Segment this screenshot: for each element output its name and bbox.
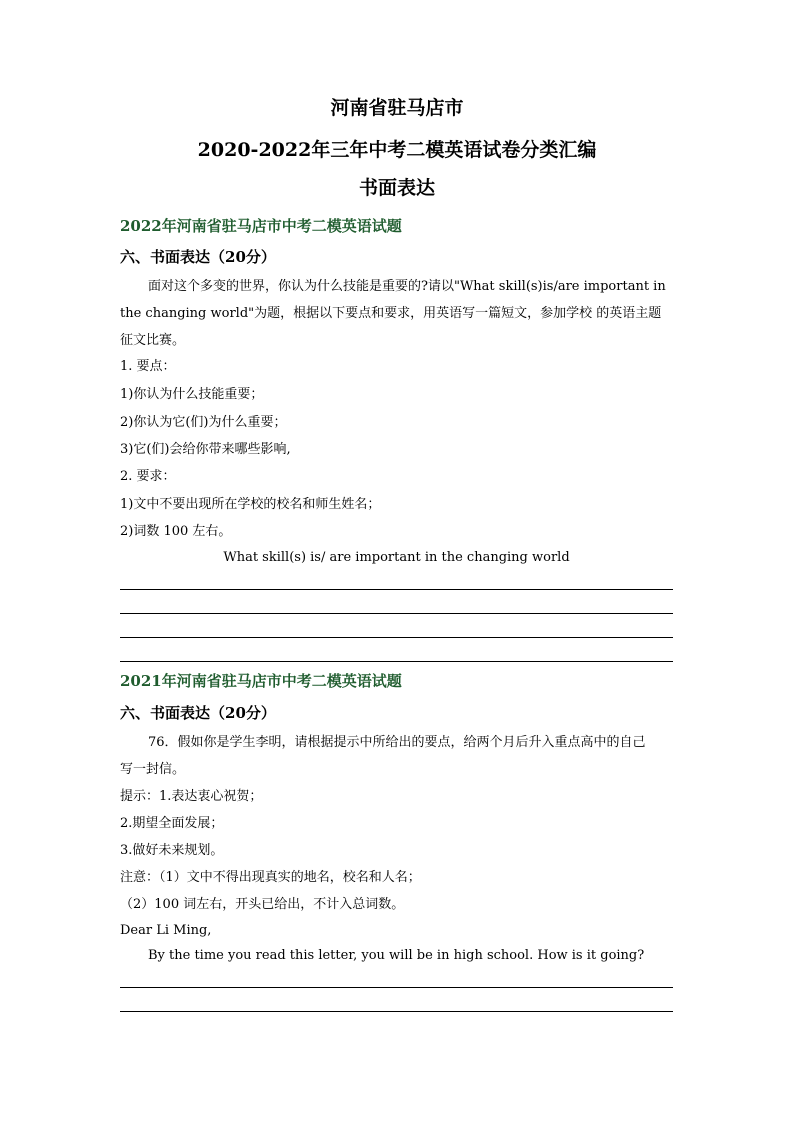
section-2021-note1: 注意：（1）文中不得出现真实的地名，校名和人名；	[120, 870, 421, 885]
section-2022-point1: 1)你认为什么技能重要；	[120, 387, 264, 402]
essay-title: What skill(s) is/ are important in the changing world	[223, 550, 570, 565]
letter-opening: By the time you read this letter, you will be in high school. How is it going?	[148, 948, 645, 963]
section-2022-prompt-line1: 面对这个多变的世界，你认为什么技能是重要的?请以"What skill(s)is/are important in	[148, 279, 666, 294]
section-2021-prompt-line2: 写一封信。	[120, 762, 186, 777]
writing-line	[120, 1011, 673, 1012]
section-2022-heading: 2022年河南省驻马店市中考二模英语试题	[120, 217, 402, 235]
title-topic: 书面表达	[358, 177, 435, 199]
section-2022-part: 六、书面表达（20分）	[120, 248, 276, 266]
writing-line	[120, 987, 673, 988]
section-2021-hint2: 2.期望全面发展；	[120, 816, 224, 831]
letter-greeting: Dear Li Ming,	[120, 923, 212, 938]
section-2022-point2: 2)你认为它(们)为什么重要；	[120, 415, 287, 430]
section-2021-part: 六、书面表达（20分）	[120, 704, 276, 722]
section-2022-req1: 1)文中不要出现所在学校的校名和师生姓名；	[120, 497, 381, 512]
section-2021-prompt-line1: 76．假如你是学生李明，请根据提示中所给出的要点，给两个月后升入重点高中的自己	[148, 735, 646, 750]
writing-line	[120, 589, 673, 590]
section-2022-req-title: 2. 要求：	[120, 469, 176, 484]
title-collection: 2020-2022年三年中考二模英语试卷分类汇编	[197, 139, 597, 161]
writing-line	[120, 637, 673, 638]
section-2021-hint3: 3.做好未来规划。	[120, 843, 224, 858]
section-2022-point3: 3)它(们)会给你带来哪些影响,	[120, 442, 291, 457]
section-2021-note2: （2）100 词左右，开头已给出，不计入总词数。	[120, 897, 405, 912]
section-2022-points-title: 1. 要点：	[120, 359, 176, 374]
writing-line	[120, 613, 673, 614]
writing-line	[120, 661, 673, 662]
section-2022-prompt-line2: the changing world"为题，根据以下要点和要求，用英语写一篇短文，参加学校 的英语主题	[120, 306, 662, 321]
section-2021-heading: 2021年河南省驻马店市中考二模英语试题	[120, 672, 402, 690]
section-2021-hint1: 提示：1.表达衷心祝贺；	[120, 789, 263, 804]
section-2022-req2: 2)词数 100 左右。	[120, 524, 232, 539]
title-location: 河南省驻马店市	[330, 97, 464, 119]
section-2022-prompt-line3: 征文比赛。	[120, 333, 186, 348]
